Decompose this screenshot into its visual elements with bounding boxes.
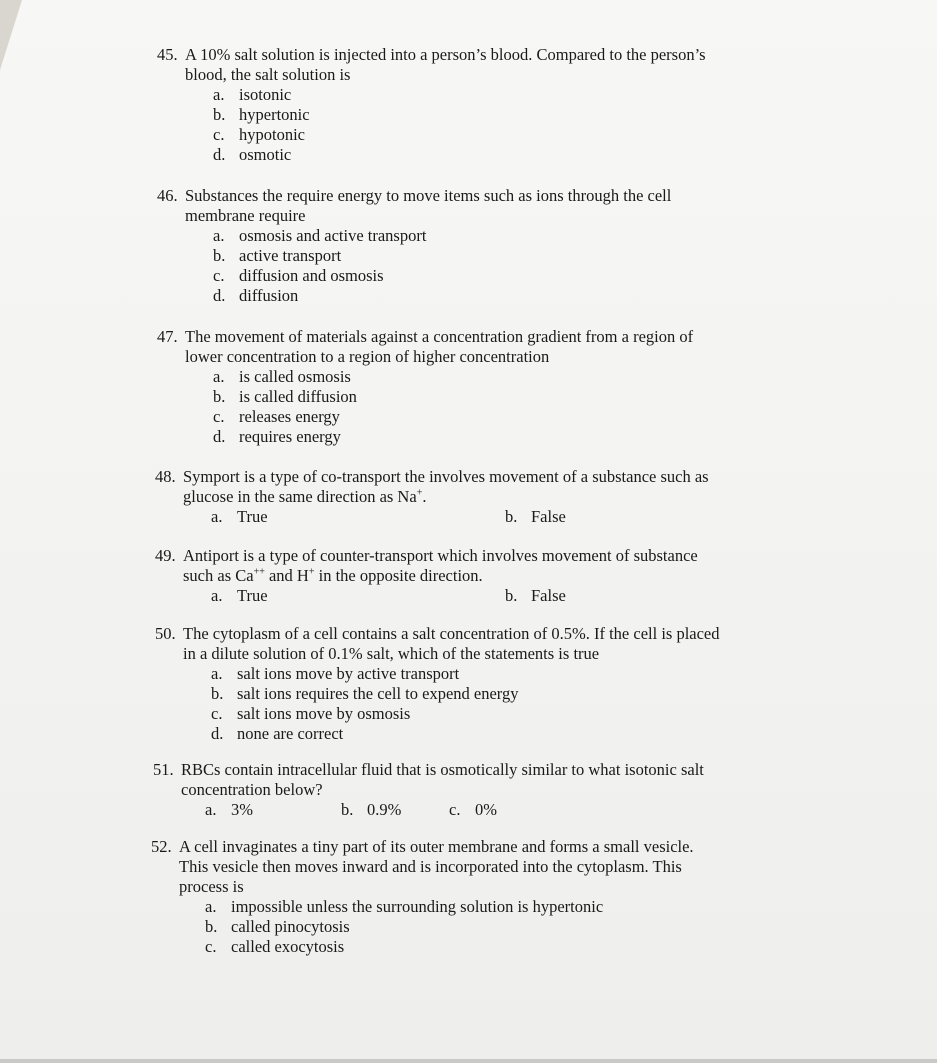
question-text-line: such as Ca++ and H+ in the opposite direction. [183, 566, 483, 585]
question-number: 51. [153, 760, 174, 779]
answer-option: a. osmosis and active transport [213, 226, 427, 245]
answer-option: b. False [505, 507, 566, 526]
answer-option: c. 0% [449, 800, 497, 819]
question-text-line: lower concentration to a region of higher concentration [185, 347, 550, 366]
question-text-line: RBCs contain intracellular fluid that is osmotically similar to what isotonic salt [181, 760, 704, 779]
question-45 [157, 45, 706, 165]
question-text-line: Antiport is a type of counter-transport which involves movement of substance [183, 546, 698, 565]
page-bottom-edge [0, 1059, 937, 1063]
answer-option: d. osmotic [213, 145, 292, 164]
answer-option: c. hypotonic [213, 125, 305, 144]
answer-option: d. none are correct [211, 724, 344, 743]
question-text-line: Substances the require energy to move items such as ions through the cell [185, 186, 672, 205]
answer-option: b. is called diffusion [213, 387, 357, 406]
question-46 [157, 186, 671, 306]
answer-option: d. requires energy [213, 427, 341, 446]
question-number: 46. [157, 186, 178, 205]
question-48 [155, 467, 709, 527]
question-text-line: Symport is a type of co-transport the involves movement of a substance such as [183, 467, 709, 486]
answer-option: a. salt ions move by active transport [211, 664, 460, 683]
answer-option: a. isotonic [213, 85, 292, 104]
question-text-line: process is [179, 877, 244, 896]
question-text-line: A 10% salt solution is injected into a person’s blood. Compared to the person’s [185, 45, 706, 64]
question-text-line: glucose in the same direction as Na+. [183, 487, 427, 506]
answer-option: b. hypertonic [213, 105, 310, 124]
question-47 [157, 327, 693, 447]
question-text-line: The cytoplasm of a cell contains a salt concentration of 0.5%. If the cell is placed [183, 624, 720, 643]
question-number: 49. [155, 546, 176, 565]
question-50 [155, 624, 720, 744]
answer-option: b. 0.9% [341, 800, 402, 819]
answer-option: d. diffusion [213, 286, 299, 305]
answer-options-row [153, 800, 704, 820]
question-51 [153, 760, 704, 820]
question-49 [155, 546, 698, 606]
question-52 [151, 837, 694, 957]
question-text-line: in a dilute solution of 0.1% salt, which of the statements is true [183, 644, 600, 663]
answer-options-row [155, 507, 709, 527]
answer-option: a. impossible unless the surrounding solution is hypertonic [205, 897, 604, 916]
answer-option: b. salt ions requires the cell to expend energy [211, 684, 519, 703]
answer-option: b. called pinocytosis [205, 917, 350, 936]
question-text-line: The movement of materials against a concentration gradient from a region of [185, 327, 694, 346]
answer-option: a. True [211, 507, 268, 526]
question-number: 45. [157, 45, 178, 64]
question-number: 50. [155, 624, 176, 643]
answer-option: b. active transport [213, 246, 342, 265]
question-number: 48. [155, 467, 176, 486]
question-text-line: concentration below? [181, 780, 323, 799]
question-text-line: This vesicle then moves inward and is incorporated into the cytoplasm. This [179, 857, 682, 876]
answer-option: b. False [505, 586, 566, 605]
question-text-line: membrane require [185, 206, 306, 225]
answer-option: c. salt ions move by osmosis [211, 704, 411, 723]
question-number: 47. [157, 327, 178, 346]
answer-option: c. called exocytosis [205, 937, 345, 956]
answer-option: a. True [211, 586, 268, 605]
answer-option: c. diffusion and osmosis [213, 266, 384, 285]
question-text-line: A cell invaginates a tiny part of its outer membrane and forms a small vesicle. [179, 837, 694, 856]
answer-option: a. is called osmosis [213, 367, 351, 386]
question-number: 52. [151, 837, 172, 856]
answer-option: a. 3% [205, 800, 253, 819]
answer-options-row [155, 586, 698, 606]
question-text-line: blood, the salt solution is [185, 65, 351, 84]
answer-option: c. releases energy [213, 407, 340, 426]
page-corner-fold [0, 0, 22, 70]
